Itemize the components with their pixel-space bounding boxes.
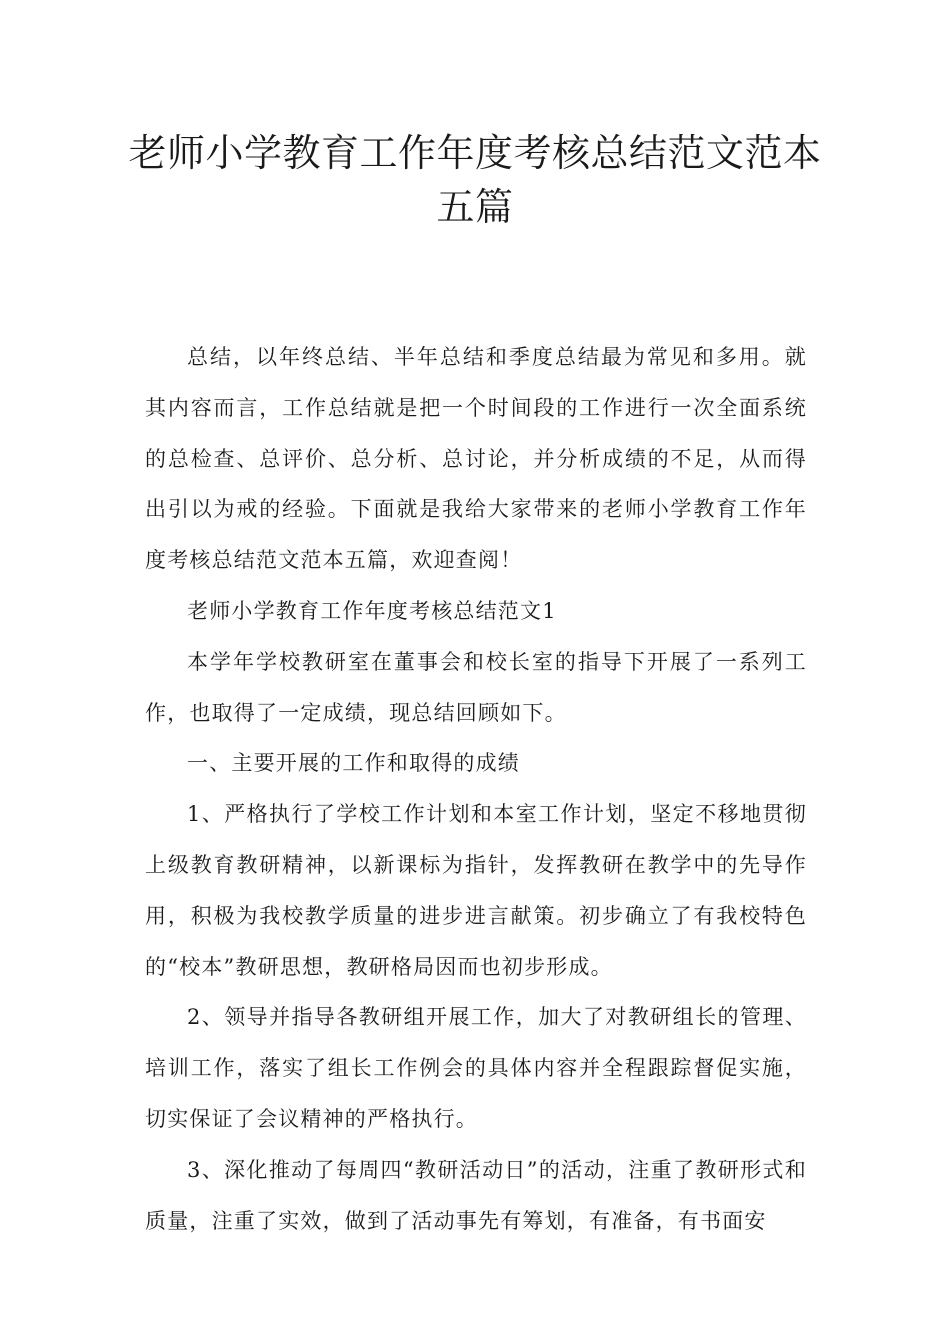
subsection-heading-main-work: 一、主要开展的工作和取得的成绩	[187, 751, 520, 776]
body-paragraph: 本学年学校教研室在董事会和校长室的指导下开展了一系列工作，也取得了一定成绩，现总结回顾如下。	[145, 649, 807, 725]
document-body	[145, 332, 807, 1246]
list-item-2: 2、领导并指导各教研组开展工作，加大了对教研组长的管理、培训工作，落实了组长工作例会的具体内容并全程跟踪督促实施，切实保证了会议精神的严格执行。	[145, 1005, 807, 1131]
intro-paragraph: 总结，以年终总结、半年总结和季度总结最为常见和多用。就其内容而言，工作总结就是把一个时间段的工作进行一次全面系统的总检查、总评价、总分析、总讨论，并分析成绩的不足，从而得出引以为戒的经验。下面就是我给大家带来的老师小学教育工作年度考核总结范文范本五篇，欢迎查阅！	[145, 345, 807, 573]
section-heading-sample-1: 老师小学教育工作年度考核总结范文1	[187, 598, 557, 623]
document-title: 老师小学教育工作年度考核总结范文范本五篇	[128, 131, 822, 229]
list-item-3: 3、深化推动了每周四“教研活动日”的活动，注重了教研形式和质量，注重了实效，做到了活动事先有筹划，有准备，有书面安	[145, 1157, 807, 1233]
list-item-1: 1、严格执行了学校工作计划和本室工作计划，坚定不移地贯彻上级教育教研精神，以新课标为指针，发挥教研在教学中的先导作用，积极为我校教学质量的进步进言献策。初步确立了有我校特色的“校本”教研思想，教研格局因而也初步形成。	[145, 802, 807, 979]
